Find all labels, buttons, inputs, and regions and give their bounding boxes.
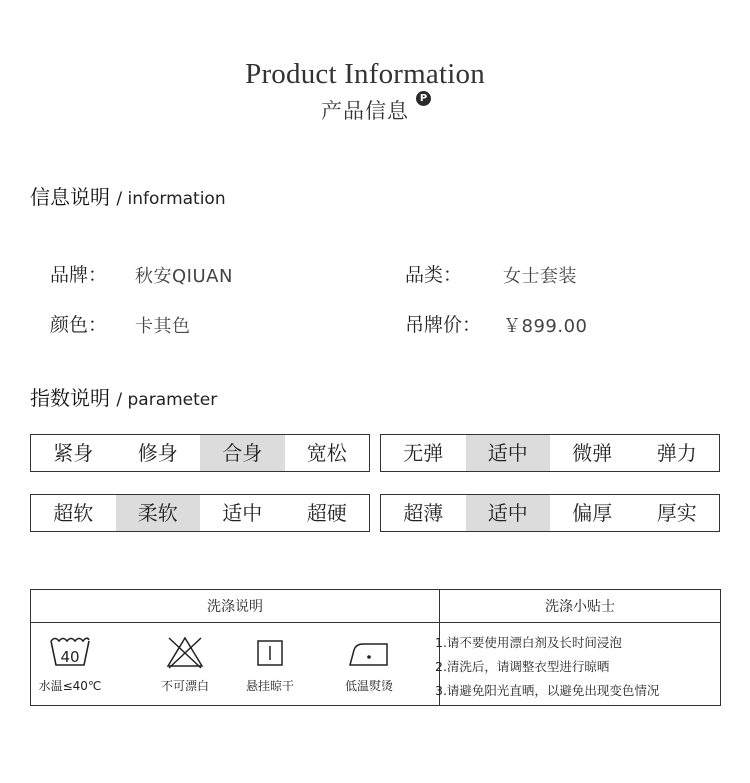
brand-value: 秋安QIUAN: [135, 266, 233, 287]
hang-dry-label: 悬挂晾干: [245, 679, 294, 693]
info-title-cn: 信息说明: [30, 185, 110, 209]
wash-40-icon: [48, 635, 92, 669]
param-title-en: / parameter: [116, 390, 218, 410]
low-iron-label: 低温熨烫: [344, 679, 393, 693]
no-bleach-label: 不可漂白: [160, 679, 209, 693]
thickness-option: 厚实: [656, 501, 697, 525]
low-iron-item: [329, 635, 409, 694]
hang-dry-icon: [255, 635, 285, 669]
softness-scale: [30, 494, 370, 532]
low-iron-icon: [347, 635, 391, 669]
price-value: ￥899.00: [503, 316, 588, 337]
softness-option: 超软: [53, 501, 94, 525]
thickness-option: 偏厚: [572, 501, 613, 525]
wash-temp-number: 40: [60, 648, 80, 666]
p-badge-icon: P: [416, 91, 431, 106]
hang-dry-item: [230, 635, 310, 694]
brand-label: 品牌：: [50, 264, 108, 286]
thickness-option: 超薄: [403, 501, 444, 525]
fit-option-selected: 合身: [200, 435, 285, 471]
elasticity-option: 微弹: [572, 441, 613, 465]
price-label: 吊牌价：: [405, 314, 482, 336]
fit-option: 紧身: [53, 441, 94, 465]
wash-tips-heading: 洗涤小贴士: [545, 599, 615, 615]
elasticity-option: 弹力: [656, 441, 697, 465]
softness-option: 适中: [222, 501, 263, 525]
info-section-title: [30, 181, 226, 210]
wash-40-label: 水温≤40℃: [38, 679, 102, 693]
no-bleach-icon: [165, 635, 205, 669]
tip-item: 2.清洗后，请调整衣型进行晾晒: [435, 659, 610, 674]
page-subtitle: 产品信息: [321, 99, 409, 123]
fit-scale: [30, 434, 370, 472]
param-title-cn: 指数说明: [30, 386, 110, 410]
thickness-scale: [380, 494, 720, 532]
softness-option: 超硬: [306, 501, 347, 525]
thickness-option-selected: 适中: [466, 495, 551, 531]
category-value: 女士套装: [503, 266, 577, 287]
color-value: 卡其色: [135, 316, 191, 337]
tip-item: 3.请避免阳光直晒，以避免出现变色情况: [435, 683, 660, 698]
info-title-en: / information: [116, 189, 226, 209]
param-section-title: [30, 382, 217, 411]
elasticity-option-selected: 适中: [466, 435, 551, 471]
elasticity-scale: [380, 434, 720, 472]
softness-option-selected: 柔软: [116, 495, 201, 531]
page-title: Product Information: [245, 58, 485, 90]
fit-option: 修身: [137, 441, 178, 465]
elasticity-option: 无弹: [403, 441, 444, 465]
color-label: 颜色：: [50, 314, 108, 336]
wash-40-item: [30, 635, 110, 694]
wash-instructions-heading: 洗涤说明: [207, 599, 263, 615]
category-label: 品类：: [405, 264, 463, 286]
no-bleach-item: [145, 635, 225, 694]
care-divider-horizontal: [31, 622, 720, 623]
fit-option: 宽松: [306, 441, 347, 465]
tip-item: 1.请不要使用漂白剂及长时间浸泡: [435, 635, 622, 650]
